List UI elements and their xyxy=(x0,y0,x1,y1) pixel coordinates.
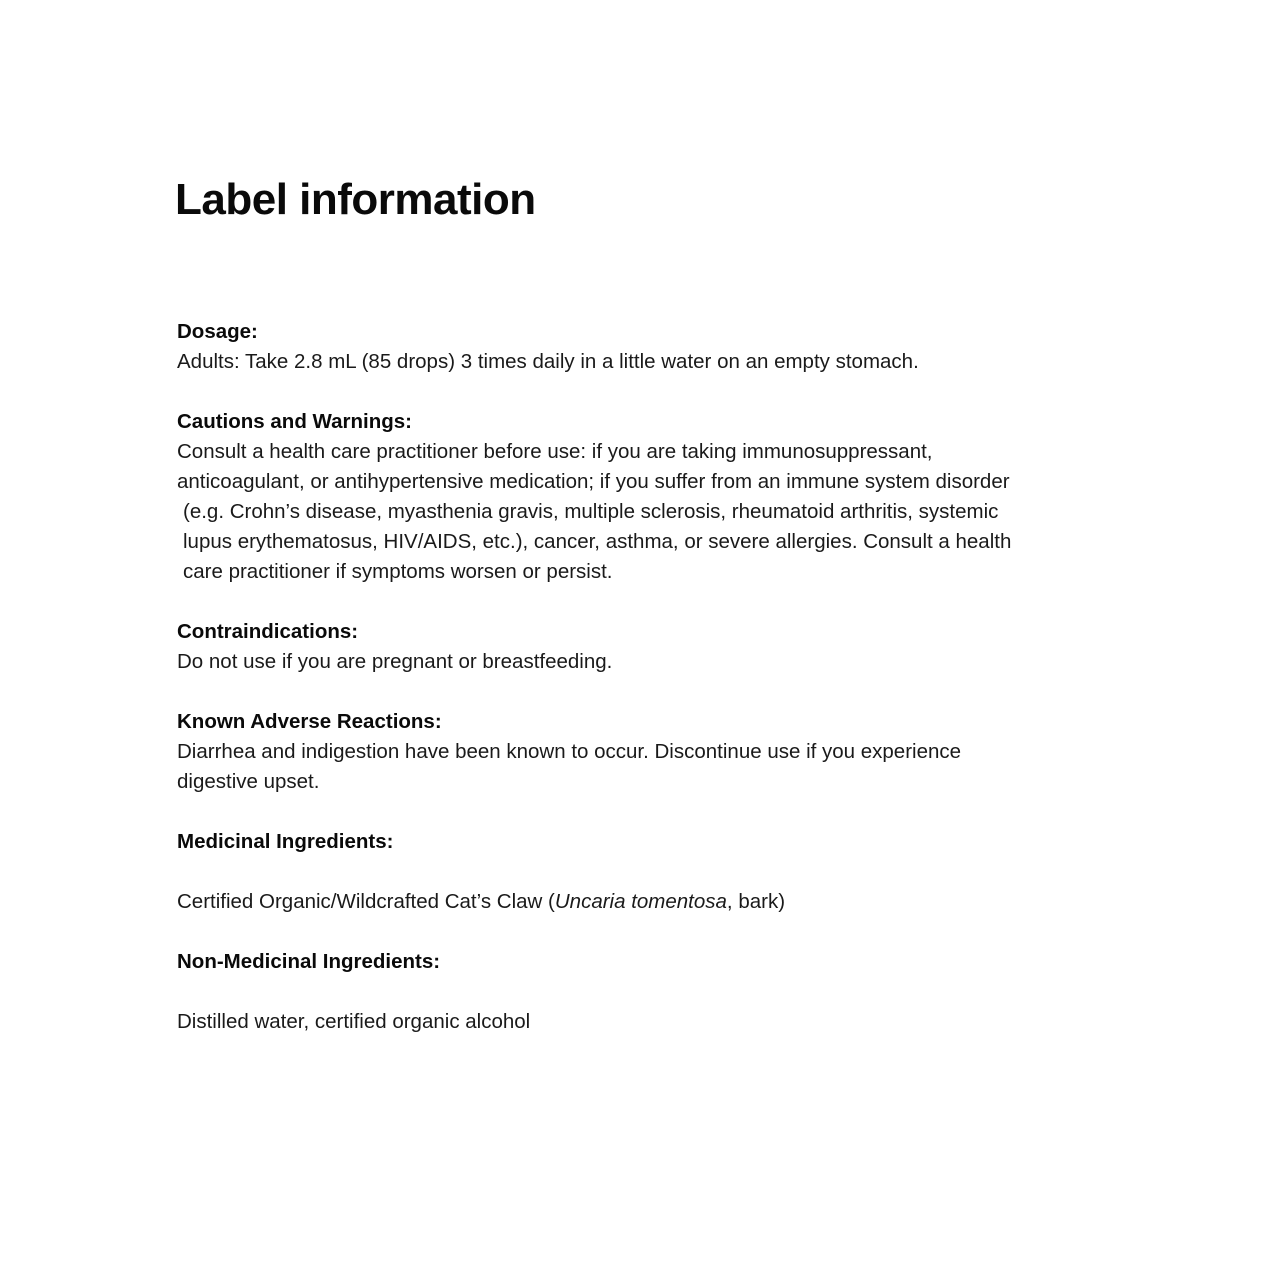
cautions-text-line: Consult a health care practitioner before use: if you are taking immunosuppressant, xyxy=(177,440,933,463)
ingredient-prefix: Certified Organic/Wildcrafted Cat’s Claw ( xyxy=(177,890,555,913)
spacer xyxy=(177,857,1137,887)
adverse-reactions-heading: Known Adverse Reactions: xyxy=(177,710,442,733)
cautions-text-line: lupus erythematosus, HIV/AIDS, etc.), cancer, asthma, or severe allergies. Consult a health xyxy=(183,530,1012,553)
non-medicinal-ingredients-heading: Non-Medicinal Ingredients: xyxy=(177,950,441,973)
cautions-text-line: (e.g. Crohn’s disease, myasthenia gravis, multiple sclerosis, rheumatoid arthritis, systemic xyxy=(183,500,999,523)
ingredient-suffix: , bark) xyxy=(726,890,786,913)
medicinal-ingredients-text xyxy=(177,887,1137,917)
medicinal-ingredients-heading: Medicinal Ingredients: xyxy=(177,830,394,853)
spacer xyxy=(177,587,1137,617)
spacer xyxy=(177,977,1137,1007)
contraindications-text: Do not use if you are pregnant or breastfeeding. xyxy=(177,650,613,673)
contraindications-section xyxy=(177,617,1137,677)
ingredient-latin-name: Uncaria tomentosa xyxy=(554,890,727,913)
contraindications-heading: Contraindications: xyxy=(177,620,359,643)
medicinal-ingredients-section xyxy=(177,827,1137,917)
dosage-section xyxy=(177,317,1137,377)
spacer xyxy=(177,677,1137,707)
spacer xyxy=(177,377,1137,407)
adverse-reactions-text-line: digestive upset. xyxy=(177,770,320,793)
label-content xyxy=(177,317,1137,1037)
adverse-reactions-text-line: Diarrhea and indigestion have been known to occur. Discontinue use if you experience xyxy=(177,740,962,763)
cautions-text-line: anticoagulant, or antihypertensive medication; if you suffer from an immune system disorder xyxy=(177,470,1010,493)
non-medicinal-ingredients-text: Distilled water, certified organic alcohol xyxy=(177,1010,531,1033)
spacer xyxy=(177,797,1137,827)
cautions-section xyxy=(177,407,1137,587)
page-title: Label information xyxy=(175,175,536,224)
dosage-heading: Dosage: xyxy=(177,320,258,343)
cautions-heading: Cautions and Warnings: xyxy=(177,410,412,433)
dosage-text: Adults: Take 2.8 mL (85 drops) 3 times daily in a little water on an empty stomach. xyxy=(177,350,919,373)
adverse-reactions-section xyxy=(177,707,1137,797)
spacer xyxy=(177,917,1137,947)
non-medicinal-ingredients-section xyxy=(177,947,1137,1037)
cautions-text-line: care practitioner if symptoms worsen or persist. xyxy=(183,560,613,583)
